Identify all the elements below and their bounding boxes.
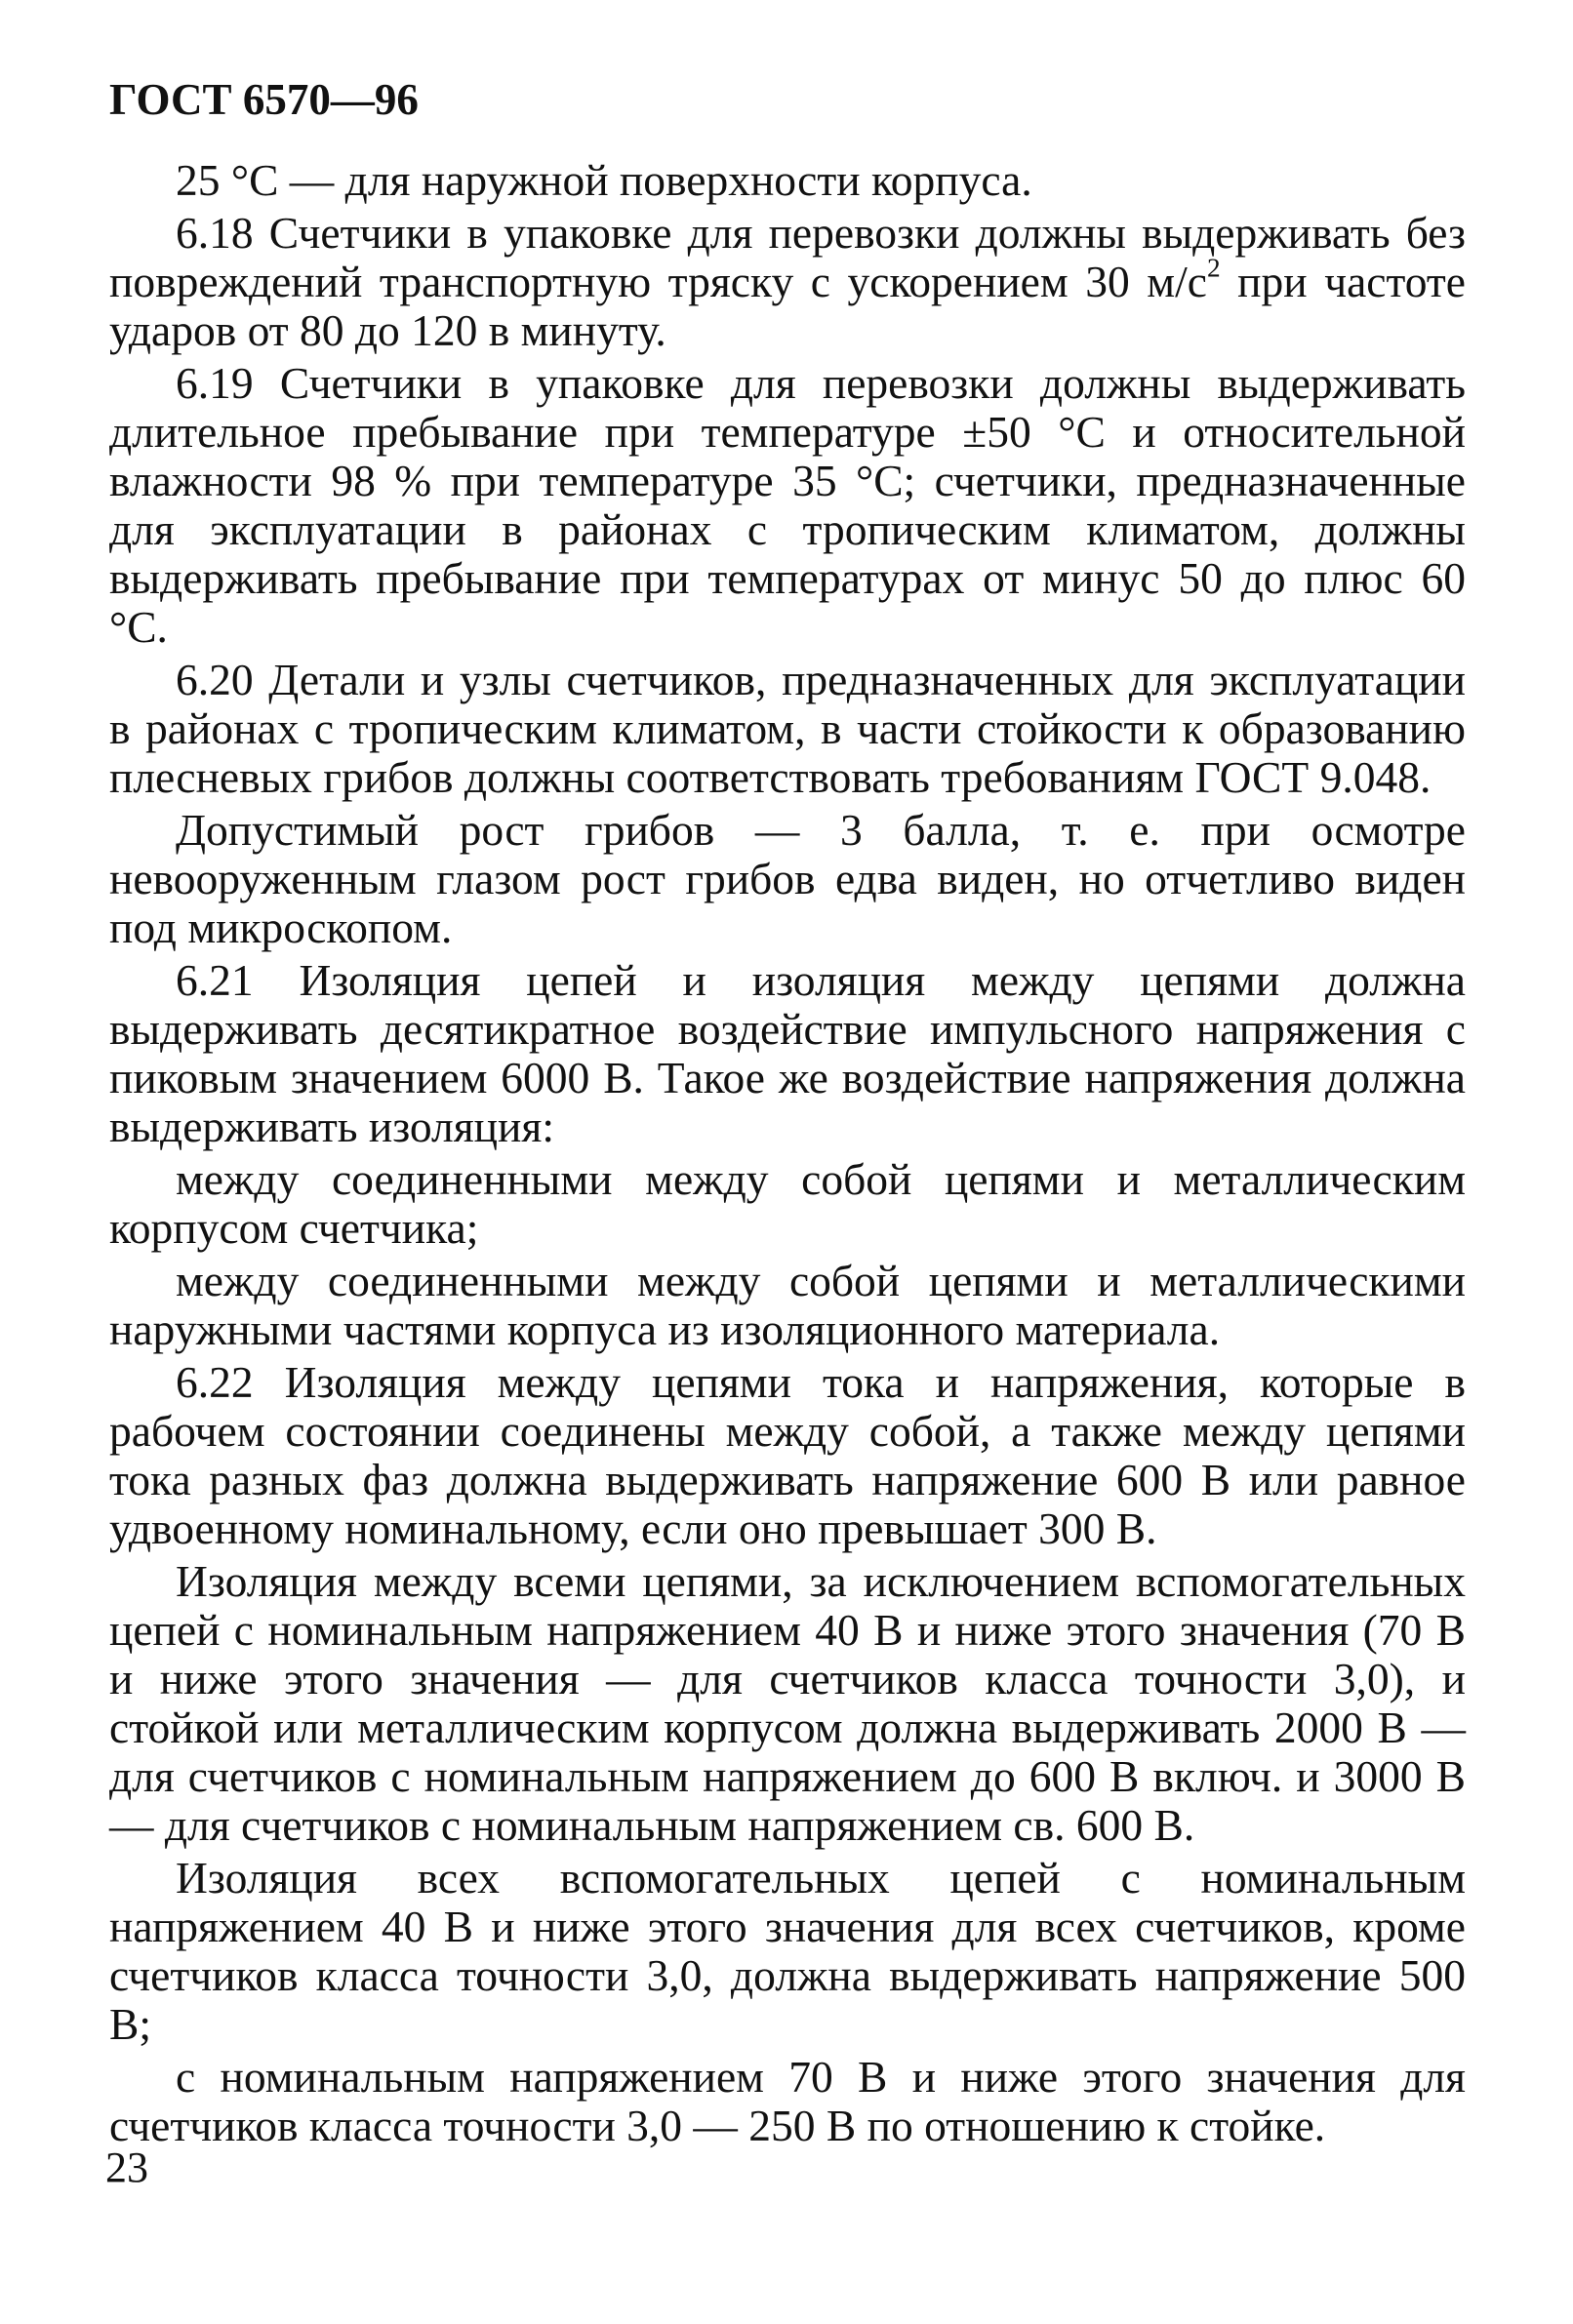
- paragraph-6-21-item-1: между соединенными между собой цепями и металлическим корпусом счетчика;: [109, 1154, 1466, 1253]
- paragraph-6-21: 6.21 Изоляция цепей и изоляция между цепями должна выдерживать десятикратное воздействие импульсного напряжения с пиковым значением 6000 В. Такое же воздействие напряжения должна выдерживать изоляция:: [109, 955, 1466, 1151]
- paragraph-6-17-continuation: 25 °С — для наружной поверхности корпуса.: [176, 155, 1032, 205]
- document-body: [109, 156, 1466, 2150]
- paragraph-6-18: [109, 209, 1466, 355]
- page-number: 23: [105, 2144, 148, 2191]
- paragraph-6-18-tail: при частоте ударов от 80 до 120 в минуту.: [109, 257, 1466, 355]
- paragraph-fungus-growth: Допустимый рост грибов — 3 балла, т. е. при осмотре невооруженным глазом рост грибов едва виден, но отчетливо виден под микроскопом.: [109, 805, 1466, 952]
- paragraph-6-22: 6.22 Изоляция между цепями тока и напряжения, которые в рабочем состоянии соединены между собой, а также между цепями тока разных фаз должна выдерживать напряжение 600 В или равное удвоенному номинальному, если оно превышает 300 В.: [109, 1357, 1466, 1553]
- paragraph-6-21-item-2: между соединенными между собой цепями и металлическими наружными частями корпуса из изоляционного материала.: [109, 1256, 1466, 1354]
- superscript-squared: 2: [1206, 253, 1221, 283]
- paragraph-insulation-all-circuits: Изоляция между всеми цепями, за исключением вспомогательных цепей с номинальным напряжением 40 В и ниже этого значения (70 В и ниже этого значения — для счетчиков класса точности 3,0), и стойкой или металлическим корпусом должна выдерживать 2000 В — для счетчиков с номинальным напряжением до 600 В включ. и 3000 В — для счетчиков с номинальным напряжением св. 600 В.: [109, 1556, 1466, 1850]
- page-header-title: ГОСТ 6570—96: [109, 75, 419, 124]
- paragraph-insulation-auxiliary: Изоляция всех вспомогательных цепей с номинальным напряжением 40 В и ниже этого значения для всех счетчиков, кроме счетчиков класса точности 3,0, должна выдерживать напряжение 500 В;: [109, 1853, 1466, 2049]
- paragraph-6-18-text: 6.18 Счетчики в упаковке для перевозки должны выдерживать без повреждений транспортную тряску с ускорением 30 м/с: [109, 208, 1466, 306]
- paragraph-insulation-70v: с номинальным напряжением 70 В и ниже этого значения для счетчиков класса точности 3,0 — 250 В по отношению к стойке.: [109, 2052, 1466, 2150]
- paragraph-6-19: 6.19 Счетчики в упаковке для перевозки должны выдерживать длительное пребывание при температуре ±50 °С и относительной влажности 98 % при температуре 35 °С; счетчики, предназначенные для эксплуатации в районах с тропическим климатом, должны выдерживать пребывание при температурах от минус 50 до плюс 60 °С.: [109, 358, 1466, 652]
- paragraph-6-20: 6.20 Детали и узлы счетчиков, предназначенных для эксплуатации в районах с тропическим климатом, в части стойкости к образованию плесневых грибов должны соответствовать требованиям ГОСТ 9.048.: [109, 655, 1466, 802]
